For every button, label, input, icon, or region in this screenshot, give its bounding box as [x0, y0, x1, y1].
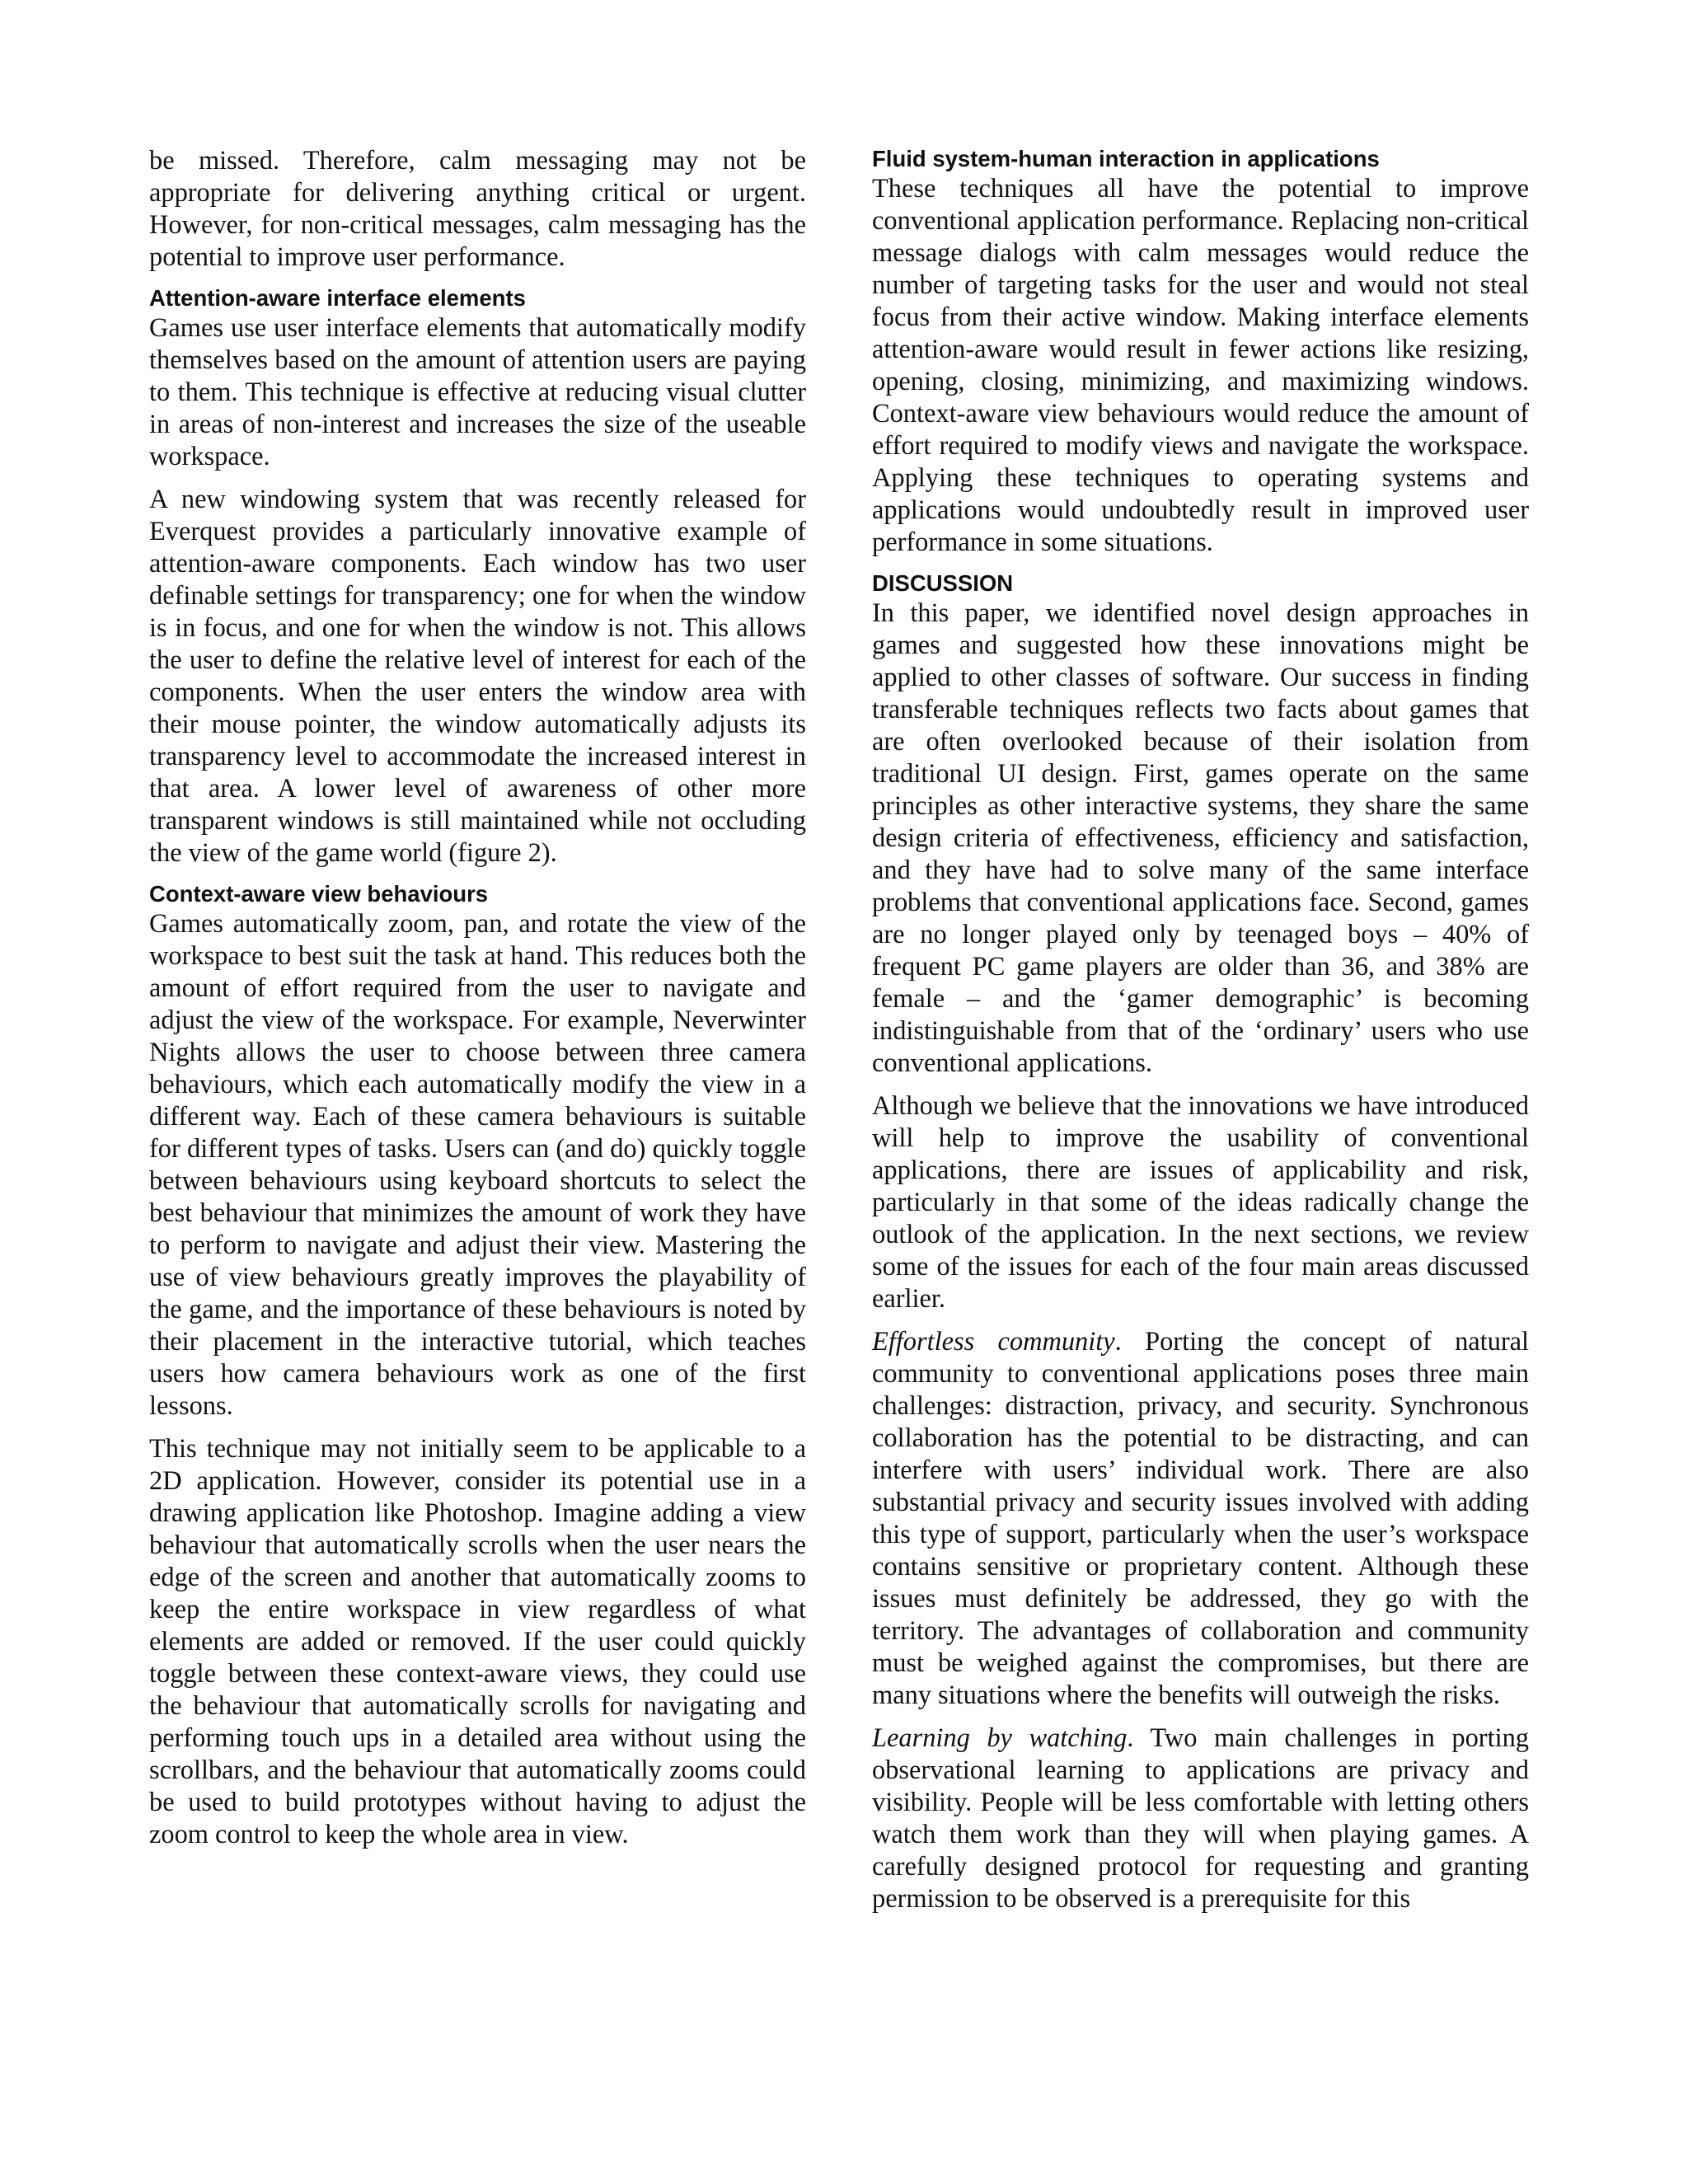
paragraph-applicability-risk: Although we believe that the innovations we have introduced will help to improve the usability of conventional applications, there are issues of applicability and risk, particularly in that some of the ideas radically change the outlook of the application. In the next sections, we review some of the issues for each of the four main areas discussed earlier.	[872, 1091, 1529, 1314]
learning-by-watching-body: . Two main challenges in porting observational learning to applications are privacy and visibility. People will be less comfortable with letting others watch them work than they will when playing games. A carefully designed protocol for requesting and granting permission to be observed is a prerequisite for this	[872, 1723, 1529, 1914]
heading-attention-aware: Attention-aware interface elements	[149, 285, 526, 311]
paragraph-attention-aware: Games use user interface elements that automatically modify themselves based on the amount of attention users are paying to them. This technique is effective at reducing visual clutter in areas of non-interest and increases the size of the useable workspace.	[149, 313, 806, 471]
paragraph-photoshop-example: This technique may not initially seem to be applicable to a 2D application. However, consider its potential use in a drawing application like Photoshop. Imagine adding a view behaviour that automatically scrolls when the user nears the edge of the screen and another that automatically zooms to keep the entire workspace in view regardless of what elements are added or removed. If the user could quickly toggle between these context-aware views, they could use the behaviour that automatically scrolls for navigating and performing touch ups in a detailed area without using the scrollbars, and the behaviour that automatically zooms could be used to build prototypes without having to adjust the zoom control to keep the whole area in view.	[149, 1434, 806, 1849]
heading-fluid-interaction: Fluid system-human interaction in applications	[872, 146, 1380, 171]
paragraph-fluid-interaction: These techniques all have the potential to improve conventional application performance. Replacing non-critical message dialogs with calm messages would reduce the number of targeting tasks for the user and would not steal focus from their active window. Making interface elements attention-aware would result in fewer actions like resizing, opening, closing, minimizing, and maximizing windows. Context-aware view behaviours would reduce the amount of effort required to modify views and navigate the workspace. Applying these techniques to operating systems and applications would undoubtedly result in improved user performance in some situations.	[872, 174, 1529, 557]
right-column	[872, 145, 1529, 1926]
heading-discussion: DISCUSSION	[872, 570, 1014, 596]
effortless-community-body: . Porting the concept of natural community to conventional applications poses three main challenges: distraction, privacy, and security. Synchronous collaboration has the potential to be distracting, and can interfere with users’ individual work. There are also substantial privacy and security issues involved with adding this type of support, particularly when the user’s workspace contains sensitive or proprietary content. Although these issues must definitely be addressed, they go with the territory. The advantages of collaboration and community must be weighed against the compromises, but there are many situations where the benefits will outweigh the risks.	[872, 1327, 1530, 1710]
heading-context-aware: Context-aware view behaviours	[149, 881, 489, 907]
paragraph-discussion-intro: In this paper, we identified novel design approaches in games and suggested how these innovations might be applied to other classes of software. Our success in finding transferable techniques reflects two facts about games that are often overlooked because of their isolation from traditional UI design. First, games operate on the same principles as other interactive systems, they share the same design criteria of effectiveness, efficiency and satisfaction, and they have had to solve many of the same interface problems that conventional applications face. Second, games are no longer played only by teenaged boys – 40% of frequent PC game players are older than 36, and 38% are female – and the ‘gamer demographic’ is becoming indistinguishable from that of the ‘ordinary’ users who use conventional applications.	[872, 598, 1529, 1078]
effortless-community-lead: Effortless community	[872, 1327, 1115, 1357]
paragraph-context-aware: Games automatically zoom, pan, and rotate the view of the workspace to best suit the task at hand. This reduces both the amount of effort required from the user to navigate and adjust the view of the workspace. For example, Neverwinter Nights allows the user to choose between three camera behaviours, which each automatically modify the view in a different way. Each of these camera behaviours is suitable for different types of tasks. Users can (and do) quickly toggle between behaviours using keyboard shortcuts to select the best behaviour that minimizes the amount of work they have to perform to navigate and adjust their view. Mastering the use of view behaviours greatly improves the playability of the game, and the importance of these behaviours is noted by their placement in the interactive tutorial, which teaches users how camera behaviours work as one of the first lessons.	[149, 909, 806, 1421]
learning-by-watching-lead: Learning by watching	[872, 1723, 1128, 1753]
paragraph-everquest-example: A new windowing system that was recently released for Everquest provides a particularly innovative example of attention-aware components. Each window has two user definable settings for transparency; one for when the window is in focus, and one for when the window is not. This allows the user to define the relative level of interest for each of the components. When the user enters the window area with their mouse pointer, the window automatically adjusts its transparency level to accommodate the increased interest in that area. A lower level of awareness of other more transparent windows is still maintained while not occluding the view of the game world (figure 2).	[149, 485, 806, 868]
paragraph-effortless-community	[872, 1326, 1529, 1712]
paragraph-learning-by-watching	[872, 1722, 1529, 1915]
left-column	[149, 145, 806, 1862]
paragraph-calm-messaging-end: be missed. Therefore, calm messaging may not be appropriate for delivering anything critical or urgent. However, for non-critical messages, calm messaging has the potential to improve user performance.	[149, 146, 806, 272]
